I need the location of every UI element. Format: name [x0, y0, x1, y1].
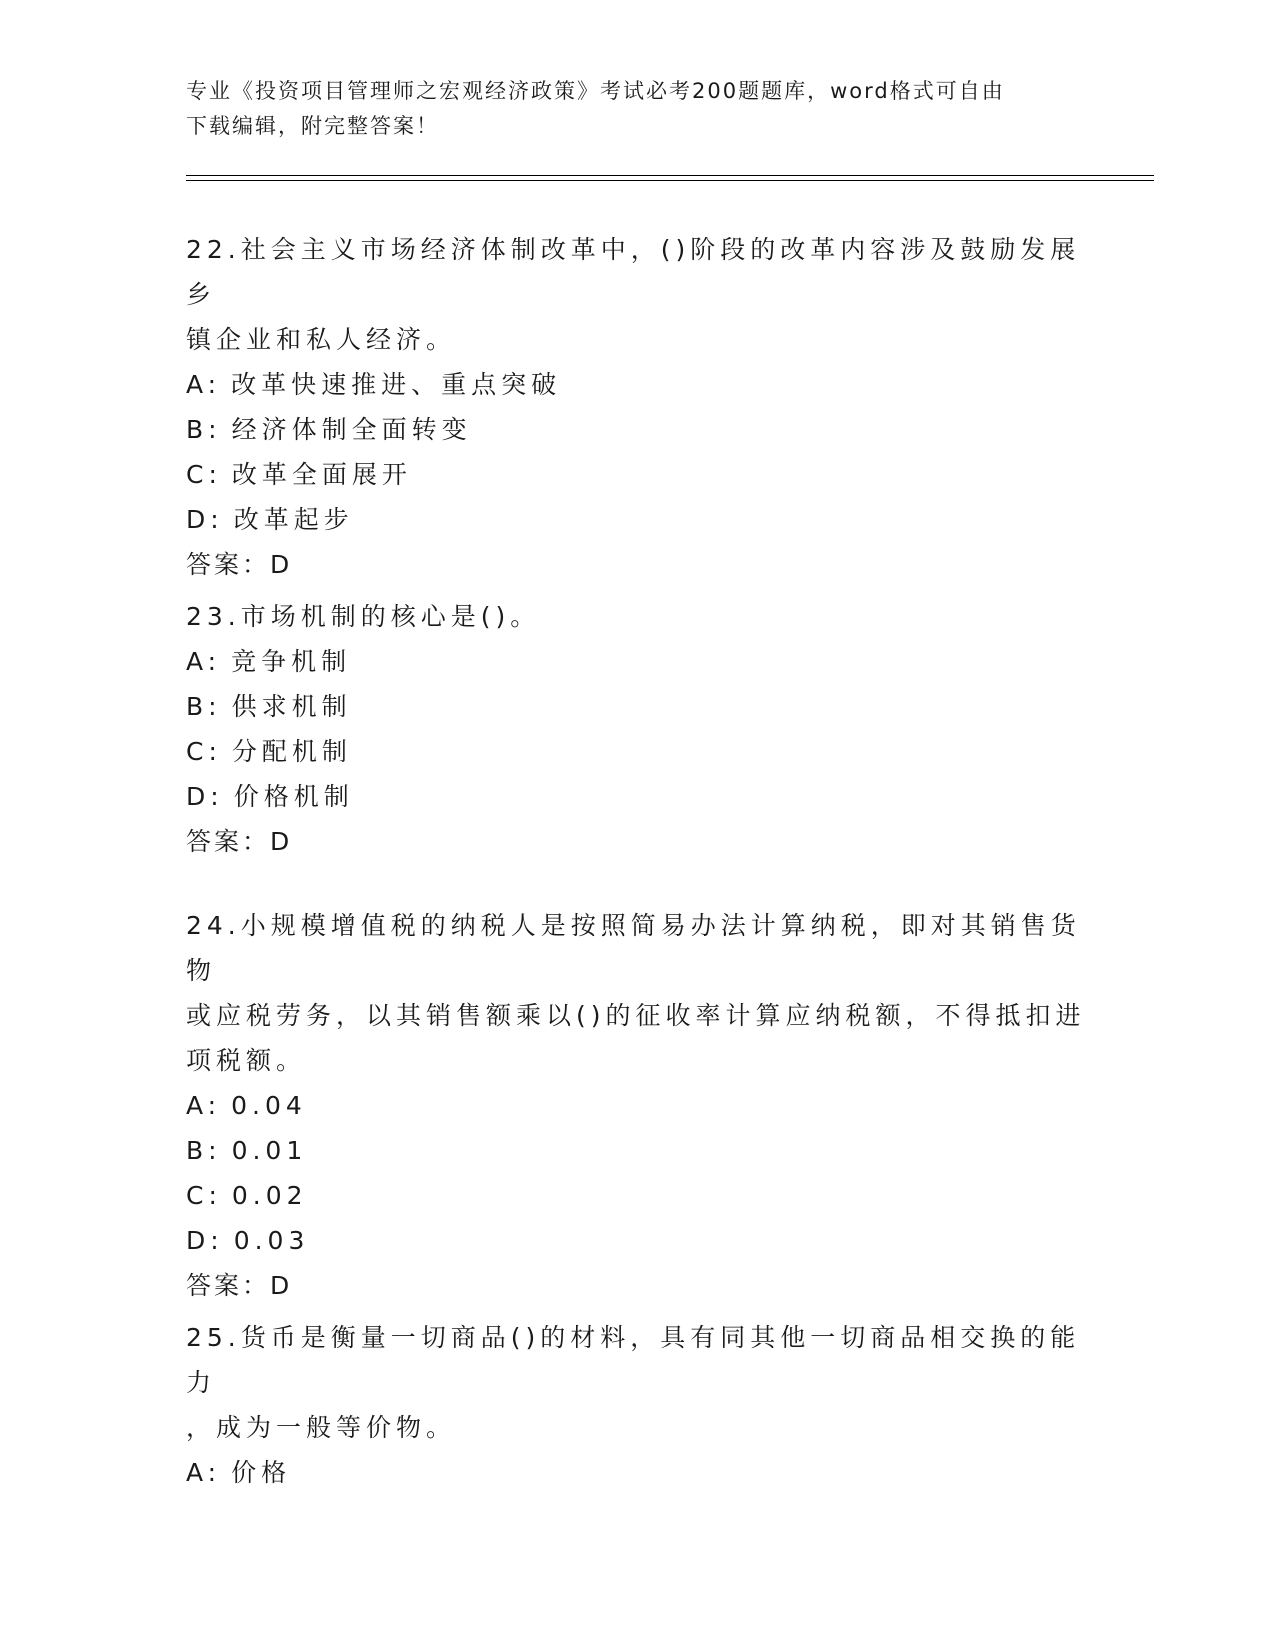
header-line-2: 下载编辑，附完整答案！: [186, 114, 439, 138]
answer-line: 答案：D: [186, 550, 293, 579]
option-d: D: 价格机制: [186, 782, 354, 811]
option-c: C: 0.02: [186, 1181, 308, 1210]
question-text: [186, 594, 1086, 639]
answer-line: 答案：D: [186, 827, 293, 856]
question-24: [186, 903, 1086, 1308]
option-c: C: 改革全面展开: [186, 460, 412, 489]
question-line: 22.社会主义市场经济体制改革中，()阶段的改革内容涉及鼓励发展乡: [186, 235, 1081, 309]
option-a: A: 改革快速推进、重点突破: [186, 370, 562, 399]
question-23: [186, 594, 1086, 864]
option-b: B: 0.01: [186, 1136, 308, 1165]
question-text: [186, 227, 1086, 362]
question-22: [186, 227, 1086, 587]
question-line: 24.小规模增值税的纳税人是按照简易办法计算纳税，即对其销售货物: [186, 911, 1081, 985]
question-25: [186, 1315, 1086, 1495]
answer-value: D: [270, 550, 293, 579]
answer-value: D: [270, 1271, 293, 1300]
option-a: A: 0.04: [186, 1091, 307, 1120]
header-divider-bottom: [186, 180, 1154, 181]
answer-line: 答案：D: [186, 1271, 293, 1300]
question-text: [186, 903, 1086, 1083]
question-line: 镇企业和私人经济。: [186, 325, 457, 354]
option-b: B: 经济体制全面转变: [186, 415, 472, 444]
option-d: D: 改革起步: [186, 505, 354, 534]
option-c: C: 分配机制: [186, 737, 352, 766]
option-d: D: 0.03: [186, 1226, 310, 1255]
option-b: B: 供求机制: [186, 692, 352, 721]
header-divider-top: [186, 175, 1154, 176]
question-line: 项税额。: [186, 1046, 307, 1075]
question-line: 或应税劳务，以其销售额乘以()的征收率计算应纳税额，不得抵扣进: [186, 1001, 1086, 1030]
question-line: 25.货币是衡量一切商品()的材料，具有同其他一切商品相交换的能力: [186, 1323, 1081, 1397]
document-header: [186, 74, 1086, 144]
header-line-1: 专业《投资项目管理师之宏观经济政策》考试必考200题题库，word格式可自由: [186, 79, 1005, 103]
question-text: [186, 1315, 1086, 1450]
option-a: A: 竞争机制: [186, 647, 352, 676]
option-a: A: 价格: [186, 1458, 292, 1487]
answer-value: D: [270, 827, 293, 856]
question-line: 23.市场机制的核心是()。: [186, 602, 541, 631]
question-line: ，成为一般等价物。: [186, 1413, 457, 1442]
